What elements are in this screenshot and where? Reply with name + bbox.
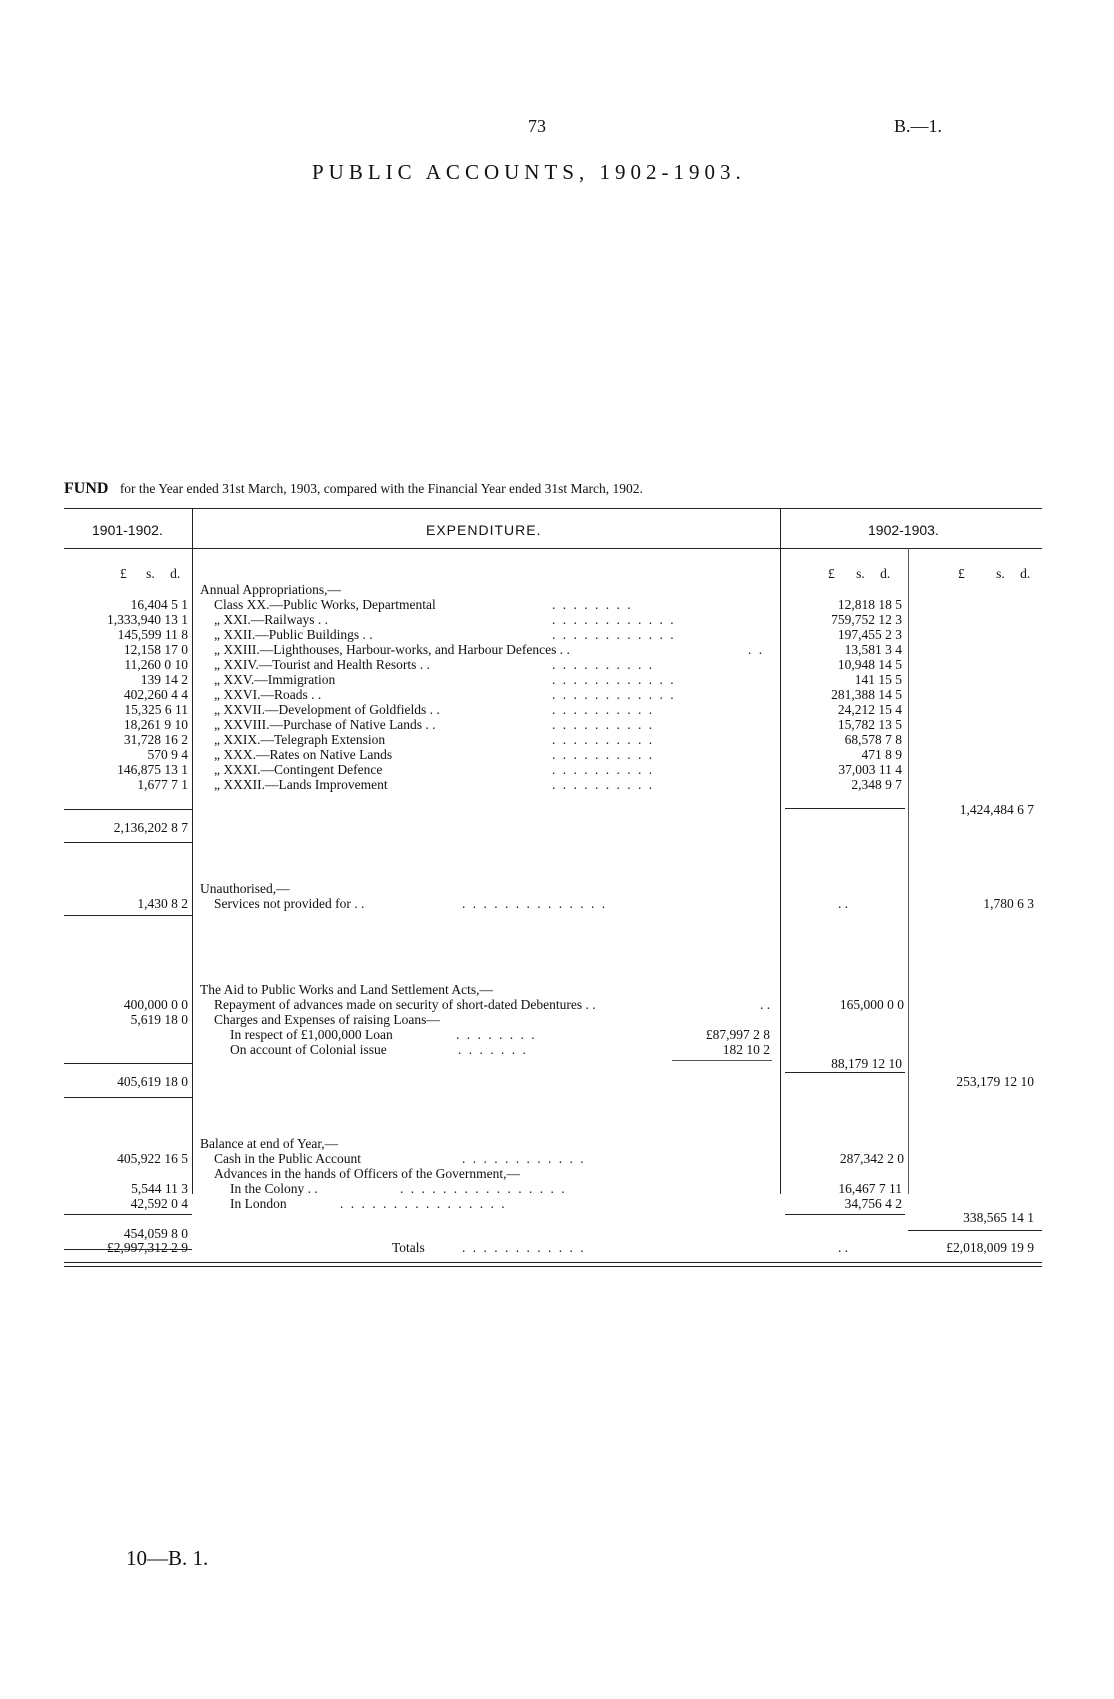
appropriation-label: „ XXVI.—Roads . . xyxy=(214,687,322,702)
appropriation-prev-amount: 15,325 6 11 xyxy=(124,702,188,717)
totals-mid: . . xyxy=(838,1240,849,1255)
aid-mid-rule xyxy=(785,1072,905,1073)
appropriation-label: Class XX.—Public Works, Departmental xyxy=(214,597,436,612)
section-heading-appropriations: Annual Appropriations,— xyxy=(200,582,341,597)
appropriation-label: „ XXVIII.—Purchase of Native Lands . . xyxy=(214,717,436,732)
balance-curr-total: 338,565 14 1 xyxy=(963,1210,1034,1225)
currency-header-left xyxy=(120,566,180,581)
appropriation-curr-amount: 24,212 15 4 xyxy=(837,702,902,717)
appropriations-prev-rule-bottom xyxy=(64,842,192,843)
balance-mid-rule xyxy=(785,1214,905,1215)
table-caption xyxy=(64,480,643,498)
appropriation-prev-amount: 18,261 9 10 xyxy=(123,717,188,732)
aid-curr-total: 253,179 12 10 xyxy=(956,1074,1034,1089)
pound-sign: £ xyxy=(828,566,835,581)
cash-leader-dots: . . . . . . . . . . . . xyxy=(462,1151,586,1166)
appropriation-curr-amount: 141 15 5 xyxy=(854,672,902,687)
appropriation-label: „ XXIV.—Tourist and Health Resorts . . xyxy=(214,657,430,672)
appropriation-label: „ XXXI.—Contingent Defence xyxy=(214,762,383,777)
appropriation-label: „ XXIX.—Telegraph Extension xyxy=(214,732,386,747)
table-top-rule xyxy=(64,508,1042,509)
appropriation-prev-amount: 16,404 5 1 xyxy=(130,597,188,612)
unauthorised-rule xyxy=(64,915,192,916)
footer-signature: 10—B. 1. xyxy=(126,1546,209,1570)
appropriation-prev-amount: 1,333,940 13 1 xyxy=(107,612,188,627)
aid-loan-label: In respect of £1,000,000 Loan xyxy=(230,1027,393,1042)
appropriation-label: „ XXII.—Public Buildings . . xyxy=(214,627,373,642)
pence-sign: d. xyxy=(170,566,181,581)
appropriation-curr-amount: 13,581 3 4 xyxy=(844,642,902,657)
appropriation-leader-dots: . . . . . . . . . . xyxy=(552,732,655,747)
left-column-divider xyxy=(192,508,193,1194)
london-prev: 42,592 0 4 xyxy=(130,1196,188,1211)
aid-loan-leader-dots: . . . . . . . . xyxy=(456,1027,537,1042)
appropriation-curr-amount: 37,003 11 4 xyxy=(838,762,902,777)
caption-text: for the Year ended 31st March, 1903, compared with the Financial Year ended 31st March, 1902. xyxy=(119,481,643,496)
column-header-1901-1902: 1901-1902. xyxy=(92,522,163,538)
appropriation-curr-amount: 15,782 13 5 xyxy=(837,717,902,732)
pound-sign: £ xyxy=(958,566,965,581)
appropriation-curr-amount: 759,752 12 3 xyxy=(831,612,902,627)
appropriation-leader-dots: . . . . . . . . . . . . xyxy=(552,687,676,702)
appropriations-prev-total: 2,136,202 8 7 xyxy=(113,820,188,835)
aid-colonial-label: On account of Colonial issue xyxy=(230,1042,387,1057)
appropriations-prev-rule xyxy=(64,809,192,810)
appropriation-curr-amount: 197,455 2 3 xyxy=(837,627,902,642)
appropriation-curr-amount: 471 8 9 xyxy=(861,747,902,762)
appropriation-prev-amount: 31,728 16 2 xyxy=(123,732,188,747)
section-heading-unauthorised: Unauthorised,— xyxy=(200,881,290,896)
table-bottom-rule-double xyxy=(64,1266,1042,1267)
london-label: In London xyxy=(230,1196,287,1211)
aid-loan-amount: £87,997 2 8 xyxy=(705,1027,770,1042)
column-header-1902-1903: 1902-1903. xyxy=(868,522,939,538)
totals-leader-dots: . . . . . . . . . . . . xyxy=(462,1240,586,1255)
colony-prev: 5,544 11 3 xyxy=(131,1181,188,1196)
aid-colonial-amount: 182 10 2 xyxy=(722,1042,770,1057)
appropriation-label: „ XXV.—Immigration xyxy=(214,672,336,687)
appropriation-prev-amount: 12,158 17 0 xyxy=(123,642,188,657)
colony-label: In the Colony . . xyxy=(230,1181,318,1196)
balance-prev-total: 454,059 8 0 xyxy=(123,1226,188,1241)
london-leader-dots: . . . . . . . . . . . . . . . . xyxy=(340,1196,507,1211)
cash-label: Cash in the Public Account xyxy=(214,1151,361,1166)
appropriations-curr-total: 1,424,484 6 7 xyxy=(959,802,1034,817)
appropriation-leader-dots: . . . . . . . . . . . . xyxy=(552,672,676,687)
appropriation-curr-amount: 10,948 14 5 xyxy=(837,657,902,672)
aid-charges-heading: Charges and Expenses of raising Loans— xyxy=(214,1012,440,1027)
appropriation-leader-dots: . . xyxy=(748,642,765,657)
appropriations-mid-rule xyxy=(785,808,905,809)
totals-label: Totals xyxy=(392,1240,425,1255)
shillings-sign: s. xyxy=(996,566,1005,581)
appropriation-label: „ XXIII.—Lighthouses, Harbour-works, and Harbour Defences . . xyxy=(214,642,570,657)
unauthorised-curr: 1,780 6 3 xyxy=(983,896,1034,911)
balance-curr-rule xyxy=(908,1230,1042,1231)
appropriation-prev-amount: 11,260 0 10 xyxy=(124,657,188,672)
unauthorised-label: Services not provided for . . xyxy=(214,896,365,911)
appropriation-prev-amount: 139 14 2 xyxy=(140,672,188,687)
appropriation-leader-dots: . . . . . . . . xyxy=(552,597,633,612)
page-title: PUBLIC ACCOUNTS, 1902-1903. xyxy=(312,160,746,184)
appropriation-leader-dots: . . . . . . . . . . xyxy=(552,747,655,762)
appropriation-leader-dots: . . . . . . . . . . xyxy=(552,777,655,792)
aid-colonial-leader-dots: . . . . . . . xyxy=(458,1042,528,1057)
aid-repay-leader-dots: . . xyxy=(760,997,771,1012)
appropriation-label: „ XXXII.—Lands Improvement xyxy=(214,777,388,792)
london-mid: 34,756 4 2 xyxy=(844,1196,902,1211)
caption-bold: FUND xyxy=(64,480,109,497)
appropriation-prev-amount: 146,875 13 1 xyxy=(117,762,188,777)
pence-sign: d. xyxy=(880,566,891,581)
column-header-expenditure: EXPENDITURE. xyxy=(426,522,542,538)
section-heading-balance: Balance at end of Year,— xyxy=(200,1136,339,1151)
unauthorised-leader-dots: . . . . . . . . . . . . . . xyxy=(462,896,608,911)
appropriation-prev-amount: 1,677 7 1 xyxy=(137,777,188,792)
cash-prev: 405,922 16 5 xyxy=(117,1151,188,1166)
unauthorised-mid: . . xyxy=(838,896,849,911)
aid-charges-prev: 5,619 18 0 xyxy=(130,1012,188,1027)
appropriation-leader-dots: . . . . . . . . . . xyxy=(552,702,655,717)
colony-mid: 16,467 7 11 xyxy=(838,1181,902,1196)
appropriation-prev-amount: 570 9 4 xyxy=(147,747,188,762)
currency-header-mid xyxy=(828,566,890,581)
section-heading-aid-visible: The Aid to Public Works and Land Settlement Acts,— xyxy=(200,982,494,997)
appropriation-leader-dots: . . . . . . . . . . xyxy=(552,717,655,732)
appropriation-prev-amount: 145,599 11 8 xyxy=(117,627,188,642)
table-bottom-rule xyxy=(64,1262,1042,1263)
right-subcolumn-divider xyxy=(908,548,909,1194)
pence-sign: d. xyxy=(1020,566,1031,581)
totals-prev: £2,997,312 2 9 xyxy=(107,1240,188,1255)
shillings-sign: s. xyxy=(856,566,865,581)
aid-repay-mid: 165,000 0 0 xyxy=(839,997,904,1012)
document-reference: B.—1. xyxy=(894,116,943,136)
pound-sign: £ xyxy=(120,566,127,581)
shillings-sign: s. xyxy=(146,566,155,581)
advances-heading: Advances in the hands of Officers of the Government,— xyxy=(214,1166,521,1181)
appropriation-label: „ XXX.—Rates on Native Lands xyxy=(214,747,393,762)
aid-prev-rule xyxy=(64,1063,192,1064)
appropriation-leader-dots: . . . . . . . . . . xyxy=(552,762,655,777)
header-bottom-rule xyxy=(64,548,1042,549)
appropriation-prev-amount: 402,260 4 4 xyxy=(123,687,188,702)
aid-repay-label: Repayment of advances made on security of short-dated Debentures . . xyxy=(214,997,596,1012)
unauthorised-prev: 1,430 8 2 xyxy=(137,896,188,911)
aid-prev-rule-bottom xyxy=(64,1097,192,1098)
page-number: 73 xyxy=(528,116,546,136)
appropriation-curr-amount: 68,578 7 8 xyxy=(844,732,902,747)
appropriation-curr-amount: 2,348 9 7 xyxy=(851,777,902,792)
appropriation-leader-dots: . . . . . . . . . . . . xyxy=(552,627,676,642)
colony-leader-dots: . . . . . . . . . . . . . . . . xyxy=(400,1181,567,1196)
appropriation-curr-amount: 281,388 14 5 xyxy=(831,687,902,702)
aid-prev-total: 405,619 18 0 xyxy=(117,1074,188,1089)
cash-mid: 287,342 2 0 xyxy=(839,1151,904,1166)
aid-charges-mid: 88,179 12 10 xyxy=(831,1056,902,1071)
right-column-divider xyxy=(780,508,781,1194)
currency-header-right xyxy=(958,566,1030,581)
appropriation-leader-dots: . . . . . . . . . . xyxy=(552,657,655,672)
aid-subtotal-rule xyxy=(672,1060,772,1061)
appropriation-label: „ XXI.—Railways . . xyxy=(214,612,328,627)
appropriation-label: „ XXVII.—Development of Goldfields . . xyxy=(214,702,440,717)
appropriation-curr-amount: 12,818 18 5 xyxy=(837,597,902,612)
aid-repay-prev: 400,000 0 0 xyxy=(123,997,188,1012)
totals-curr: £2,018,009 19 9 xyxy=(946,1240,1034,1255)
balance-prev-rule xyxy=(64,1214,192,1215)
appropriation-leader-dots: . . . . . . . . . . . . xyxy=(552,612,676,627)
